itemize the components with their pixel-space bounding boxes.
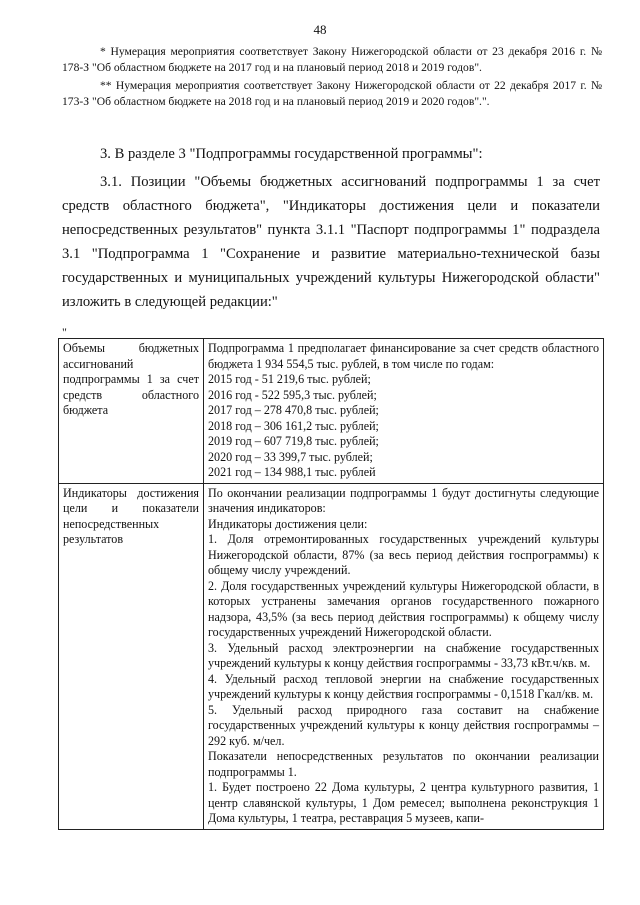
indicator-line: 1. Будет построено 22 Дома культуры, 2 центра культурного развития, 1 центр славянской культуры, 1 Дом ремесел; выполнена реконструкция 1 Дома культуры, 1 театра, реставрация 5 музеев, капи- [208,780,599,825]
budget-line: Подпрограмма 1 предполагает финансирование за счет средств областного бюджета 1 934 554,5 тыс. рублей, в том числе по годам: [208,341,599,371]
opening-quote: " [62,325,67,339]
indicator-line: 1. Доля отремонтированных государственных учреждений культуры Нижегородской области, 87% (за весь период действия госпрограммы) к общему числу учреждений. [208,532,599,577]
row-label-budget: Объемы бюджетных ассигнований подпрограммы 1 за счет средств областного бюджета [59,339,204,484]
amendment-paragraph-block [62,170,600,314]
budget-line: 2019 год – 607 719,8 тыс. рублей; [208,434,379,448]
amendment-paragraph: 3.1. Позиции "Объемы бюджетных ассигнований подпрограммы 1 за счет средств областного бюджета", "Индикаторы достижения цели и показатели непосредственных результатов" пункта 3.1.1 "Паспорт подпрограммы 1" подраздела 3.1 "Подпрограмма 1 "Сохранение и развитие материально-технической базы государственных и муниципальных учреждений культуры Нижегородской области" изложить в следующей редакции:" [62,174,600,310]
indicator-line: Индикаторы достижения цели: [208,516,368,531]
budget-line: 2020 год – 33 399,7 тыс. рублей; [208,449,373,464]
section-heading: 3. В разделе 3 "Подпрограммы государственной программы": [100,146,483,162]
indicator-line: 4. Удельный расход тепловой энергии на снабжение государственных учреждений культуры к концу действия госпрограммы - 0,1518 Гкал/кв. м. [208,671,599,701]
footnote-1-text: * Нумерация мероприятия соответствует Закону Нижегородской области от 23 декабря 2016 г. № 178-З "Об областном бюджете на 2017 год и на плановый период 2018 и 2019 годов". [62,45,602,74]
budget-line: 2016 год - 522 595,3 тыс. рублей; [208,387,377,402]
footnote-2-text: ** Нумерация мероприятия соответствует Закону Нижегородской области от 22 декабря 2017 г. № 173-З "Об областном бюджете на 2018 год и на плановый период 2019 и 2020 годов".". [62,79,602,108]
budget-line: 2018 год – 306 161,2 тыс. рублей; [208,418,379,433]
passport-table [58,338,604,830]
footnote-2 [62,78,602,110]
page-number: 48 [313,22,327,37]
indicator-line: 2. Доля государственных учреждений культуры Нижегородской области, в которых устранены замечания органов государственного пожарного надзора, 43,5% (за весь период действия госпрограммы) к общему числу государственных учреждений Нижегородской области. [208,578,599,639]
indicator-line: По окончании реализации подпрограммы 1 будут достигнуты следующие значения индикаторов: [208,485,599,515]
row-label-indicators: Индикаторы достижения цели и показатели непосредственных результатов [59,483,204,829]
section-heading-block [62,142,600,166]
footnote-1 [62,44,602,76]
budget-line: 2015 год - 51 219,6 тыс. рублей; [208,372,371,386]
indicator-line: 5. Удельный расход природного газа составит на снабжение государственных учреждений культуры к концу действия госпрограммы – 292 куб. м/чел. [208,702,599,748]
indicator-line: 3. Удельный расход электроэнергии на снабжение государственных учреждений культуры к концу действия госпрограммы - 33,73 кВт.ч/кв. м. [208,640,599,670]
budget-line: 2017 год – 278 470,8 тыс. рублей; [208,403,379,417]
table-row [59,483,604,829]
row-value-budget [204,339,604,484]
table-row [59,339,604,484]
row-value-indicators [204,483,604,829]
indicator-line: Показатели непосредственных результатов по окончании реализации подпрограммы 1. [208,749,599,779]
budget-line: 2021 год – 134 988,1 тыс. рублей [208,465,376,479]
